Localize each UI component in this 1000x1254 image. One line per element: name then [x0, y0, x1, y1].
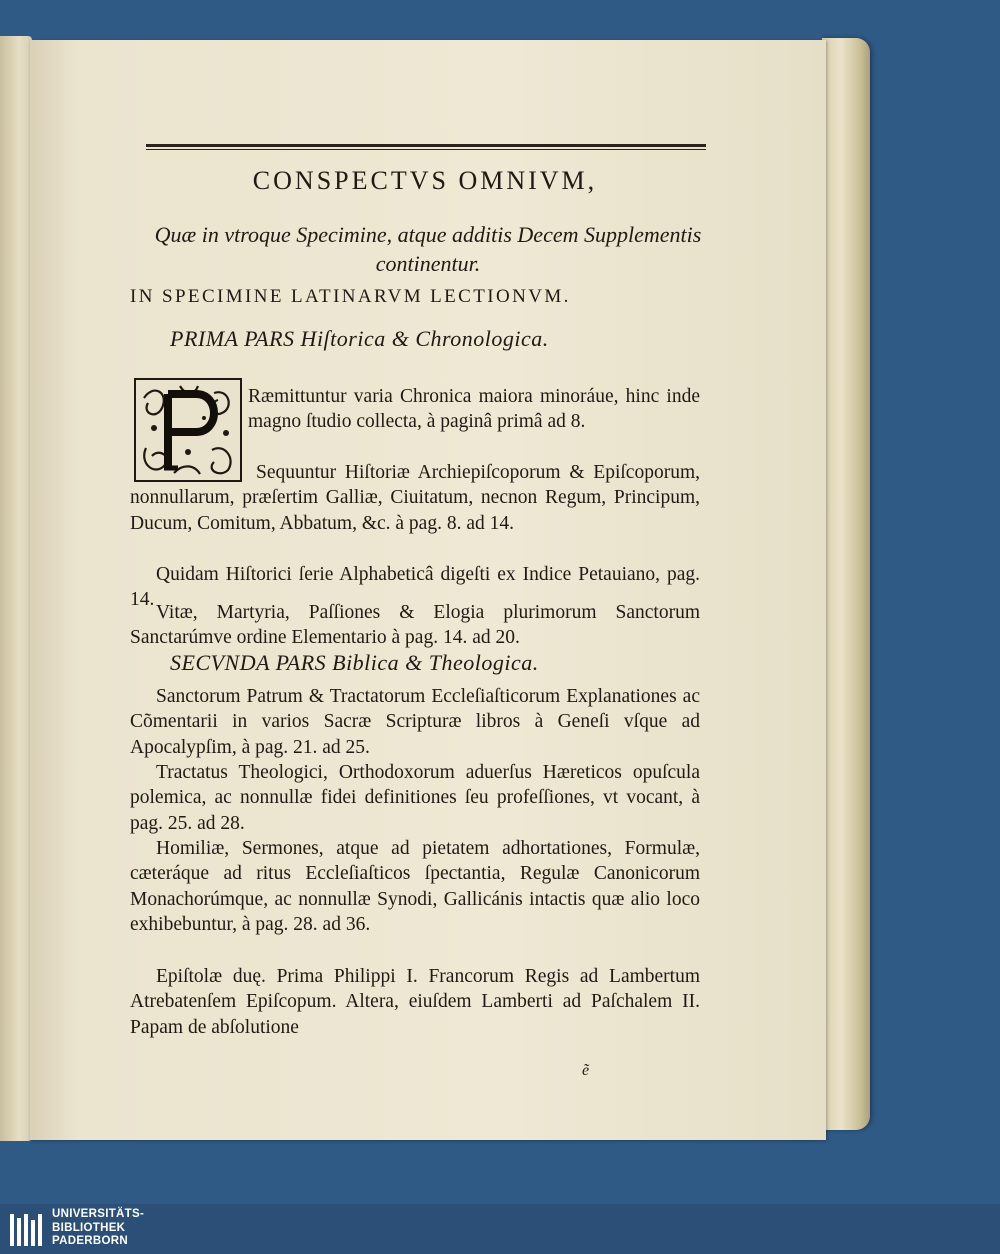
paragraph-2-text: Sequuntur Hiſtoriæ Archiepiſcoporum & Epiſcoporum, nonnullarum, præſertim Galliæ, Ciuitatum, necnon Regum, Principum, Ducum, Comitum, Abbatum, &c. à pag. 8. ad 14. — [130, 462, 700, 534]
paragraph-8-text: Epiſtolæ duę. Prima Philippi I. Francorum Regis ad Lambertum Atrebatenſem Epiſcopum. Altera, eiuſdem Lamberti ad Paſchalem II. Papam de abſolutione — [130, 966, 700, 1038]
paragraph-3-text: Quidam Hiſtorici ſerie Alphabeticâ digeſti ex Indice Petauiano, pag. 14. — [130, 564, 700, 611]
header-rule — [146, 144, 706, 150]
paragraph-1 — [248, 384, 700, 435]
left-page-edge — [0, 36, 32, 1141]
paragraph-1-text: Ræmittuntur varia Chronica maiora minoráue, hinc inde magno ſtudio collecta, à paginâ primâ ad 8. — [248, 386, 700, 433]
catchword: ẽ — [582, 1062, 590, 1079]
paragraph-6-text: Tractatus Theologici, Orthodoxorum aduerſus Hæreticos opuſcula polemica, ac nonnullæ fidei definitiones ſeu profeſſiones, vt vocant, à pag. 25. ad 28. — [130, 762, 700, 834]
paragraph-2 — [130, 460, 700, 536]
paragraph-5 — [130, 684, 700, 760]
paragraph-7-text: Homiliæ, Sermones, atque ad pietatem adhortationes, Formulæ, cæteráque ad ritus Eccleſiaſticos ſpectantia, Regulæ Canonicorum Monachorúmque, ac nonnullæ Synodi, Gallicánis intactis quæ alio loco exhibebuntur, à pag. 28. ad 36. — [130, 838, 700, 936]
paragraph-4 — [130, 600, 700, 651]
logo-line-3: PADERBORN — [52, 1235, 128, 1247]
library-logo-text — [52, 1208, 144, 1249]
logo-line-1: UNIVERSITÄTS- — [52, 1208, 145, 1220]
part1-title: PRIMA PARS Hiſtorica & Chronologica. — [170, 326, 549, 351]
paragraph-5-text: Sanctorum Patrum & Tractatorum Eccleſiaſticorum Explanationes ac Cõmentarii in varios Sacræ Scripturæ libros à Geneſi vſque ad Apocalypſim, à pag. 21. ad 25. — [130, 686, 700, 758]
page-heading: CONSPECTVS OMNIVM, — [252, 166, 598, 195]
paragraph-8 — [130, 964, 700, 1040]
paragraph-6 — [130, 760, 700, 836]
part2-title: SECVNDA PARS Biblica & Theologica. — [170, 650, 539, 675]
footer-bar — [0, 1204, 1000, 1254]
paragraph-4-text: Vitæ, Martyria, Paſſiones & Elogia plurimorum Sanctorum Sanctarúmve ordine Elementario à pag. 14. ad 20. — [130, 602, 700, 649]
section-heading: IN SPECIMINE LATINARVM LECTIONVM. — [130, 286, 571, 307]
book-page — [30, 40, 826, 1140]
library-logo-icon — [8, 1210, 48, 1250]
book-fore-edge — [822, 38, 870, 1130]
paragraph-7 — [130, 836, 700, 938]
logo-line-2: BIBLIOTHEK — [52, 1221, 126, 1234]
page-subtitle: Quæ in vtroque Specimine, atque additis Decem Supplementis continentur. — [154, 222, 702, 276]
